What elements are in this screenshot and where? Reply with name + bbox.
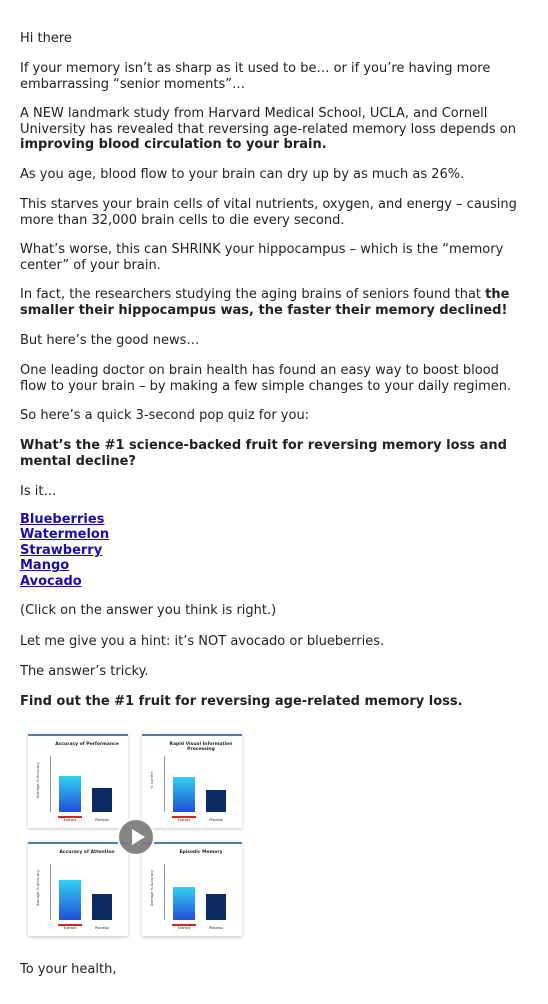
chart-xlabel-extract: Extract: [172, 924, 196, 930]
chart-ylabel: % Correct: [150, 771, 154, 789]
chart-axis: [50, 756, 51, 812]
chart-ylabel: Average % Accuracy: [150, 870, 154, 906]
paragraph-hippocampus: What’s worse, this can SHRINK your hippocampus – which is the “memory center” of your brain.: [20, 242, 504, 273]
chart-xlabel-extract: Extract: [58, 924, 82, 930]
play-icon[interactable]: [117, 818, 155, 856]
paragraph-blood-flow: As you age, blood flow to your brain can dry up by as much as 26%.: [20, 167, 465, 182]
paragraph-starves: This starves your brain cells of vital nutrients, oxygen, and energy – causing more than 32,000 brain cells to die every second.: [20, 197, 517, 228]
chart-bar-placebo: [92, 894, 112, 920]
paragraph-tricky: The answer’s tricky.: [20, 664, 149, 679]
chart-ylabel: Average % Accuracy: [36, 762, 40, 798]
quiz-question: What’s the #1 science-backed fruit for reversing memory loss and mental decline?: [20, 438, 507, 469]
chart-xlabel-placebo: Placebo: [95, 818, 109, 822]
chart-bar-placebo: [92, 788, 112, 812]
option-watermelon-link[interactable]: Watermelon: [20, 527, 110, 543]
option-strawberry-link[interactable]: Strawberry: [20, 542, 103, 558]
chart-title: Episodic Memory: [179, 850, 223, 855]
chart-card: [28, 842, 128, 936]
chart-title: Accuracy of Attention: [59, 850, 115, 855]
chart-bar-placebo: [206, 894, 226, 920]
option-mango-link[interactable]: Mango: [20, 558, 70, 574]
chart-card: [142, 734, 242, 828]
chart-axis: [50, 864, 51, 920]
chart-xlabel-placebo: Placebo: [95, 926, 109, 930]
chart-bar-extract: [173, 777, 195, 812]
chart-bar-extract: [59, 776, 81, 812]
chart-xlabel-placebo: Placebo: [209, 818, 223, 822]
chart-bar-extract: [59, 880, 81, 920]
chart-title: Rapid Visual Information Processing: [169, 742, 233, 752]
chart-card: [28, 734, 128, 828]
answer-options: [20, 512, 320, 589]
chart-bar-extract: [173, 887, 195, 920]
cta-text: Find out the #1 fruit for reversing age-related memory loss.: [20, 694, 463, 709]
paragraph-good-news: But here’s the good news…: [20, 333, 200, 348]
chart-axis: [164, 864, 165, 920]
chart-xlabel-placebo: Placebo: [209, 926, 223, 930]
greeting: Hi there: [20, 31, 72, 46]
chart-ylabel: Average % Accuracy: [36, 870, 40, 906]
closing: To your health,: [20, 962, 117, 977]
chart-axis: [164, 756, 165, 812]
paragraph-is-it: Is it…: [20, 484, 57, 499]
paragraph-click-hint: (Click on the answer you think is right.): [20, 603, 277, 618]
chart-title: Accuracy of Performance: [55, 742, 119, 747]
chart-card: [142, 842, 242, 936]
option-blueberries-link[interactable]: Blueberries: [20, 512, 105, 527]
paragraph-study: A NEW landmark study from Harvard Medical School, UCLA, and Cornell University has revealed that reversing age-related memory loss depends on improving blood circulation to your brain.: [20, 106, 516, 152]
video-thumbnail[interactable]: [20, 728, 250, 946]
paragraph-memory: If your memory isn’t as sharp as it used to be… or if you’re having more embarrassing “senior moments”…: [20, 61, 491, 92]
paragraph-quiz-intro: So here’s a quick 3-second pop quiz for you:: [20, 408, 310, 423]
paragraph-doctor: One leading doctor on brain health has found an easy way to boost blood flow to your brain – by making a few simple changes to your daily regimen.: [20, 363, 512, 394]
paragraph-hint: Let me give you a hint: it’s NOT avocado or blueberries.: [20, 634, 385, 649]
chart-xlabel-extract: Extract: [172, 816, 196, 822]
paragraph-researchers: In fact, the researchers studying the aging brains of seniors found that the smaller their hippocampus was, the faster their memory declined!: [20, 287, 510, 318]
option-avocado-link[interactable]: Avocado: [20, 573, 82, 589]
chart-xlabel-extract: Extract: [58, 816, 82, 822]
chart-bar-placebo: [206, 790, 226, 813]
